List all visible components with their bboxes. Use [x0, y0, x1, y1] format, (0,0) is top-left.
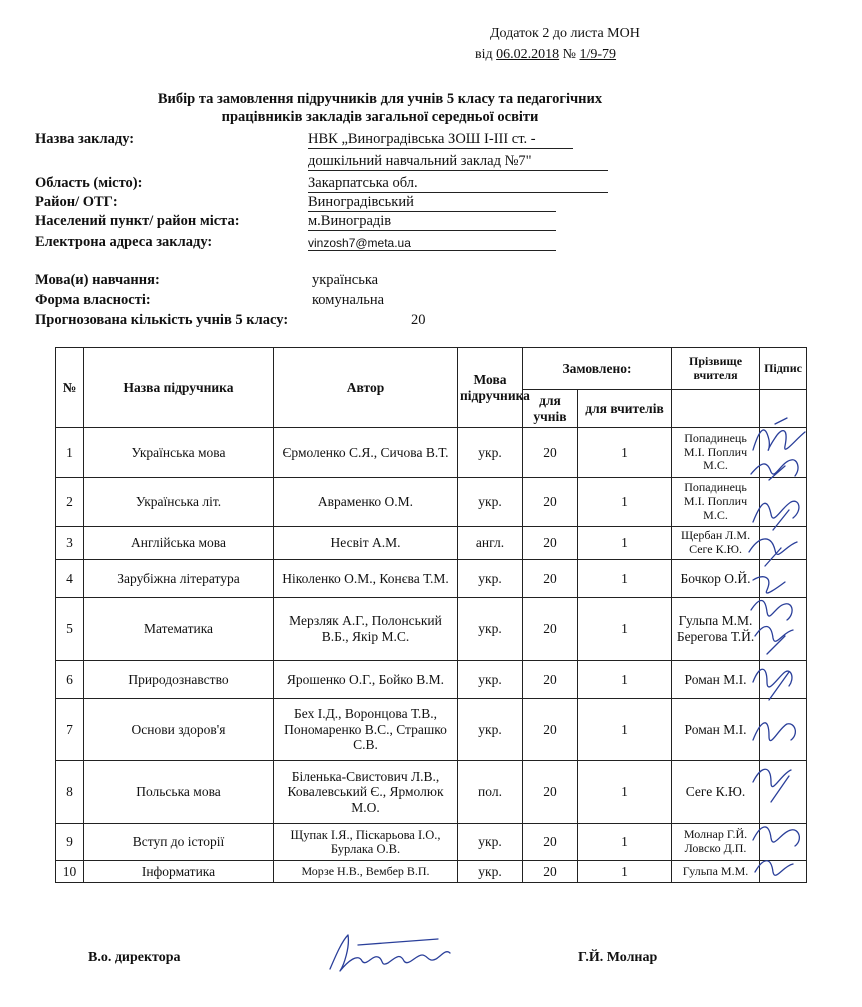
region-value: Закарпатська обл.	[308, 175, 608, 193]
students-count-value: 20	[411, 312, 426, 328]
table-row	[56, 861, 807, 883]
textbook-title: Природознавство	[84, 661, 274, 699]
textbook-author: Мерзляк А.Г., Полонський В.Б., Якір М.С.	[274, 598, 458, 661]
textbook-language: укр.	[458, 661, 523, 699]
teacher-copies: 1	[578, 699, 672, 761]
col-header-ordered: Замовлено:	[523, 348, 672, 390]
textbook-author: Морзе Н.В., Вембер В.П.	[274, 861, 458, 883]
teacher-name: Попадинець М.І. Поплич М.С.	[672, 478, 760, 527]
table-row	[56, 661, 807, 699]
textbook-language: пол.	[458, 761, 523, 824]
row-number: 7	[56, 699, 84, 761]
student-copies: 20	[523, 761, 578, 824]
date-prefix: від	[475, 47, 497, 62]
row-number: 2	[56, 478, 84, 527]
table-row	[56, 824, 807, 861]
table-row	[56, 527, 807, 560]
col-header-author: Автор	[274, 348, 458, 428]
student-copies: 20	[523, 699, 578, 761]
textbook-title: Інформатика	[84, 861, 274, 883]
letter-reference	[475, 47, 616, 63]
language-value: українська	[312, 272, 379, 288]
table-row	[56, 699, 807, 761]
textbook-title: Польська мова	[84, 761, 274, 824]
region-label: Область (місто):	[35, 175, 143, 191]
student-copies: 20	[523, 824, 578, 861]
settlement-value: м.Виноградів	[308, 213, 556, 231]
director-signature	[318, 925, 468, 980]
ownership-label: Форма власності:	[35, 292, 151, 308]
teacher-copies: 1	[578, 527, 672, 560]
table-row	[56, 761, 807, 824]
row-number: 9	[56, 824, 84, 861]
teacher-name: Щербан Л.М. Сеге К.Ю.	[672, 527, 760, 560]
director-name: Г.Й. Молнар	[578, 950, 658, 965]
textbook-language: укр.	[458, 699, 523, 761]
teacher-copies: 1	[578, 560, 672, 598]
table-row	[56, 478, 807, 527]
col-header-for-students: для учнів	[523, 390, 578, 428]
teacher-name: Сеге К.Ю.	[672, 761, 760, 824]
table-row	[56, 598, 807, 661]
textbook-author: Ніколенко О.М., Конєва Т.М.	[274, 560, 458, 598]
district-label: Район/ ОТГ:	[35, 194, 118, 210]
textbook-title: Українська мова	[84, 428, 274, 478]
textbook-language: укр.	[458, 598, 523, 661]
teacher-signatures	[745, 410, 835, 890]
district-value: Виноградівський	[308, 194, 556, 212]
textbook-order-table	[55, 347, 807, 883]
table-row	[56, 428, 807, 478]
student-copies: 20	[523, 527, 578, 560]
textbook-title: Українська літ.	[84, 478, 274, 527]
school-value-1: НВК „Виноградівська ЗОШ І-ІІІ ст. -	[308, 131, 573, 149]
letter-number: 1/9-79	[579, 47, 617, 62]
email-value: vinzosh7@meta.ua	[308, 236, 556, 251]
textbook-title: Математика	[84, 598, 274, 661]
teacher-name: Роман М.І.	[672, 661, 760, 699]
student-copies: 20	[523, 861, 578, 883]
col-header-signature: Підпис	[760, 348, 807, 390]
col-header-title: Назва підручника	[84, 348, 274, 428]
row-number: 3	[56, 527, 84, 560]
textbook-author: Несвіт А.М.	[274, 527, 458, 560]
student-copies: 20	[523, 478, 578, 527]
row-number: 4	[56, 560, 84, 598]
teacher-name: Бочкор О.Й.	[672, 560, 760, 598]
row-number: 6	[56, 661, 84, 699]
teacher-name: Молнар Г.Й. Ловско Д.П.	[672, 824, 760, 861]
teacher-name: Роман М.І.	[672, 699, 760, 761]
teacher-copies: 1	[578, 824, 672, 861]
textbook-language: укр.	[458, 428, 523, 478]
textbook-title: Англійська мова	[84, 527, 274, 560]
student-copies: 20	[523, 428, 578, 478]
teacher-copies: 1	[578, 861, 672, 883]
textbook-author: Біленька-Свистович Л.В., Ковалевський Є., Ярмолюк М.О.	[274, 761, 458, 824]
textbook-language: укр.	[458, 861, 523, 883]
row-number: 1	[56, 428, 84, 478]
teacher-copies: 1	[578, 478, 672, 527]
row-number: 5	[56, 598, 84, 661]
textbook-author: Авраменко О.М.	[274, 478, 458, 527]
student-copies: 20	[523, 560, 578, 598]
teacher-copies: 1	[578, 661, 672, 699]
teacher-copies: 1	[578, 428, 672, 478]
row-number: 8	[56, 761, 84, 824]
document-title-line1: Вибір та замовлення підручників для учнів 5 класу та педагогічних	[157, 91, 603, 107]
student-copies: 20	[523, 598, 578, 661]
table-row	[56, 560, 807, 598]
number-prefix: №	[559, 47, 580, 62]
textbook-language: укр.	[458, 478, 523, 527]
school-value-2: дошкільний навчальний заклад №7"	[308, 153, 608, 171]
textbook-author: Бех І.Д., Воронцова Т.В., Пономаренко В.С., Страшко С.В.	[274, 699, 458, 761]
col-header-language: Мова підручника	[458, 348, 523, 428]
teacher-copies: 1	[578, 761, 672, 824]
teacher-name: Попадинець М.І. Поплич М.С.	[672, 428, 760, 478]
textbook-title: Зарубіжна література	[84, 560, 274, 598]
row-number: 10	[56, 861, 84, 883]
col-header-for-teachers: для вчителів	[578, 390, 672, 428]
textbook-language: укр.	[458, 824, 523, 861]
director-position: В.о. директора	[88, 950, 181, 965]
textbook-author: Щупак І.Я., Піскарьова І.О., Бурлака О.В.	[274, 824, 458, 861]
textbook-author: Ярошенко О.Г., Бойко В.М.	[274, 661, 458, 699]
settlement-label: Населений пункт/ район міста:	[35, 213, 240, 229]
col-header-teacher: Прізвище вчителя	[672, 348, 760, 390]
textbook-title: Основи здоров'я	[84, 699, 274, 761]
appendix-note: Додаток 2 до листа МОН	[490, 26, 640, 41]
students-count-label: Прогнозована кількість учнів 5 класу:	[35, 312, 289, 328]
col-header-number: №	[56, 348, 84, 428]
textbook-author: Єрмоленко С.Я., Сичова В.Т.	[274, 428, 458, 478]
textbook-language: англ.	[458, 527, 523, 560]
student-copies: 20	[523, 661, 578, 699]
teacher-copies: 1	[578, 598, 672, 661]
school-label: Назва закладу:	[35, 131, 135, 147]
language-label: Мова(и) навчання:	[35, 272, 160, 288]
teacher-name: Гульпа М.М.	[672, 861, 760, 883]
ownership-value: комунальна	[312, 292, 385, 308]
textbook-title: Вступ до історії	[84, 824, 274, 861]
email-label: Електрона адреса закладу:	[35, 234, 213, 250]
letter-date: 06.02.2018	[496, 47, 560, 62]
teacher-name: Гульпа М.М. Берегова Т.Й.	[672, 598, 760, 661]
textbook-language: укр.	[458, 560, 523, 598]
document-title-line2: працівників закладів загальної середньої освіти	[221, 109, 539, 125]
